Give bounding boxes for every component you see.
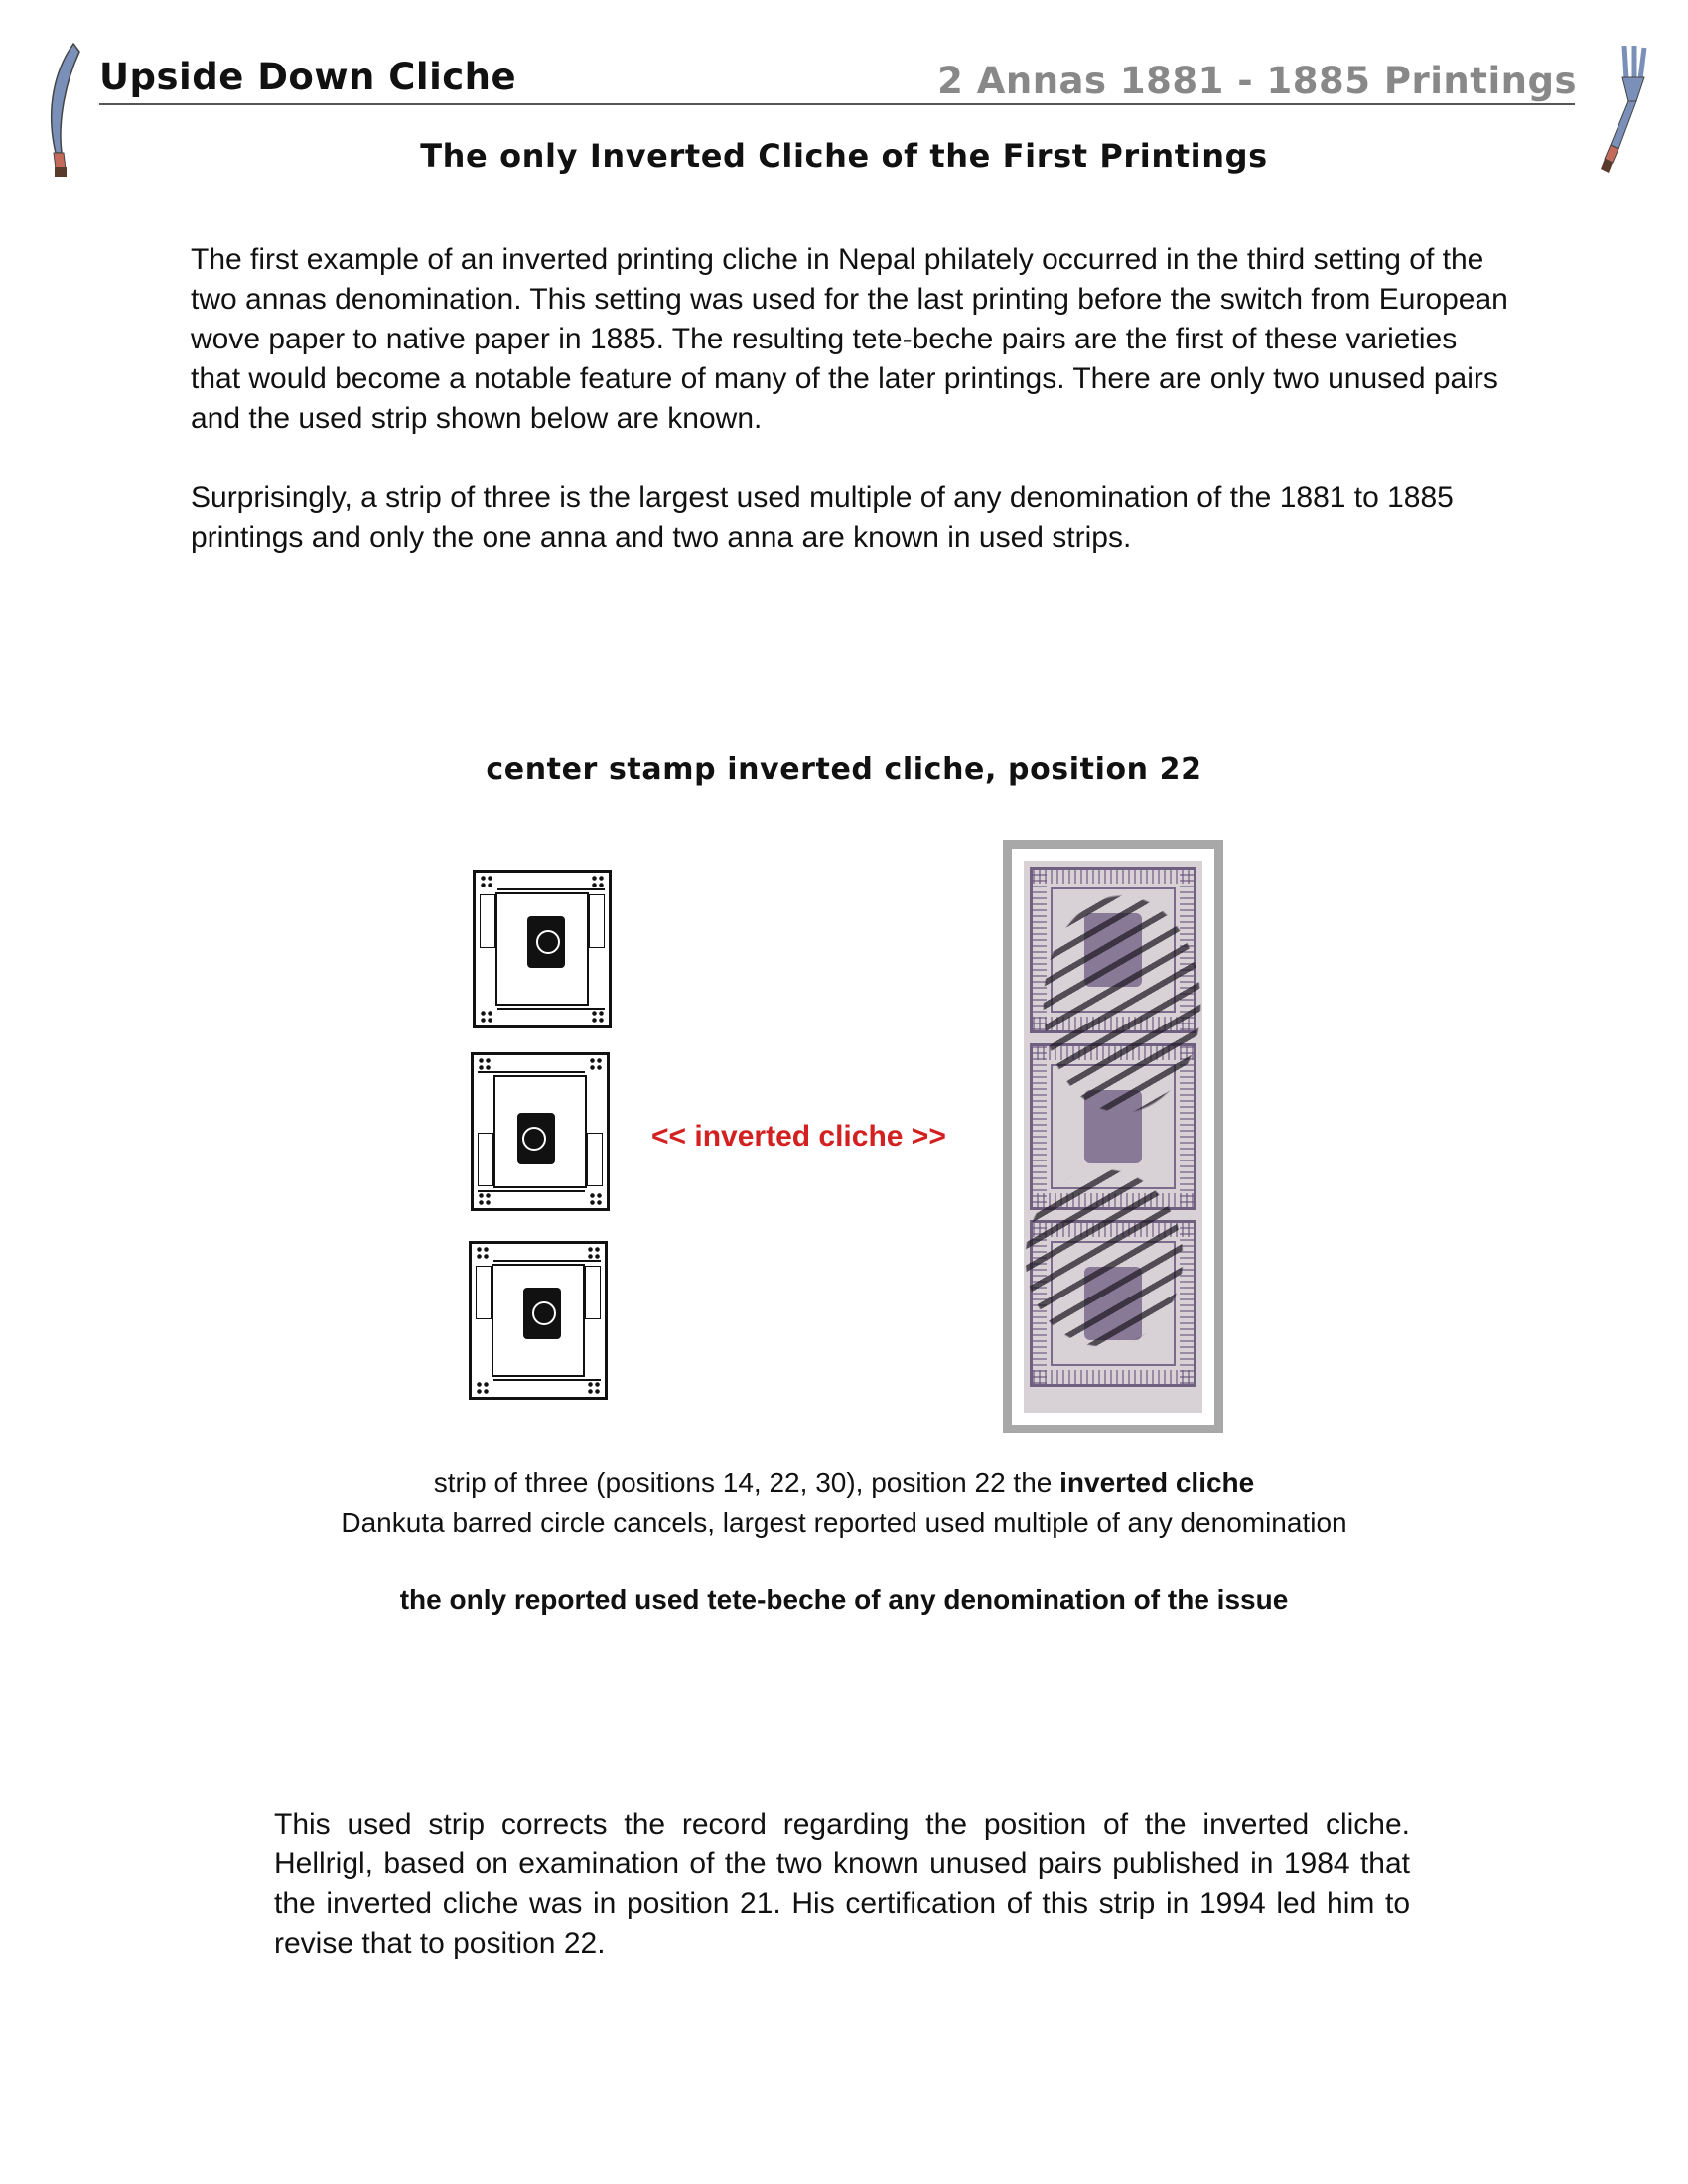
- page-title: The only Inverted Cliche of the First Printings: [420, 137, 1268, 175]
- header-divider: [99, 103, 1575, 105]
- caption-bold-term: inverted cliche: [1059, 1467, 1255, 1498]
- header-right-title: 2 Annas 1881 - 1885 Printings: [937, 60, 1577, 102]
- stamp-drawing-upright-bottom: [469, 1241, 608, 1400]
- intro-paragraph-1: The first example of an inverted printing cliche in Nepal philately occurred in the third setting of the two annas denomination. This setting was used for the last printing before the switch from European wove paper to native paper in 1885. The resulting tete-beche pairs are the first of these varieties that would become a notable feature of many of the later printings. There are only two unused pairs and the used strip shown below are known.: [191, 243, 1508, 435]
- intro-paragraph-2: Surprisingly, a strip of three is the largest used multiple of any denomination of the 1881 to 1885 printings and only the one anna and two anna are known in used strips.: [191, 481, 1454, 554]
- conclusion-paragraph: This used strip corrects the record regarding the position of the inverted cliche. Hellrigl, based on examination of the two known unused pairs published in 1984 that the inverted cliche was in position 21. His certification of this strip in 1994 led him to revise that to position 22.: [274, 1808, 1410, 1960]
- barred-circle-cancels: [1024, 861, 1202, 1413]
- exhibit-caption-line-1: strip of three (positions 14, 22, 30), position 22 the inverted cliche: [433, 1467, 1255, 1498]
- inverted-cliche-label: << inverted cliche >>: [651, 1120, 946, 1153]
- stamp-drawing-inverted: [471, 1052, 610, 1211]
- exhibit-heading: center stamp inverted cliche, position 22: [486, 752, 1202, 787]
- header-left-title: Upside Down Cliche: [99, 56, 517, 98]
- exhibit-caption-line-2: Dankuta barred circle cancels, largest reported used multiple of any denomination: [341, 1507, 1347, 1538]
- used-strip-photo: [1003, 840, 1223, 1433]
- exhibit-caption-line-3: the only reported used tete-beche of any denomination of the issue: [399, 1584, 1289, 1615]
- stamp-drawing-upright-top: [473, 870, 612, 1028]
